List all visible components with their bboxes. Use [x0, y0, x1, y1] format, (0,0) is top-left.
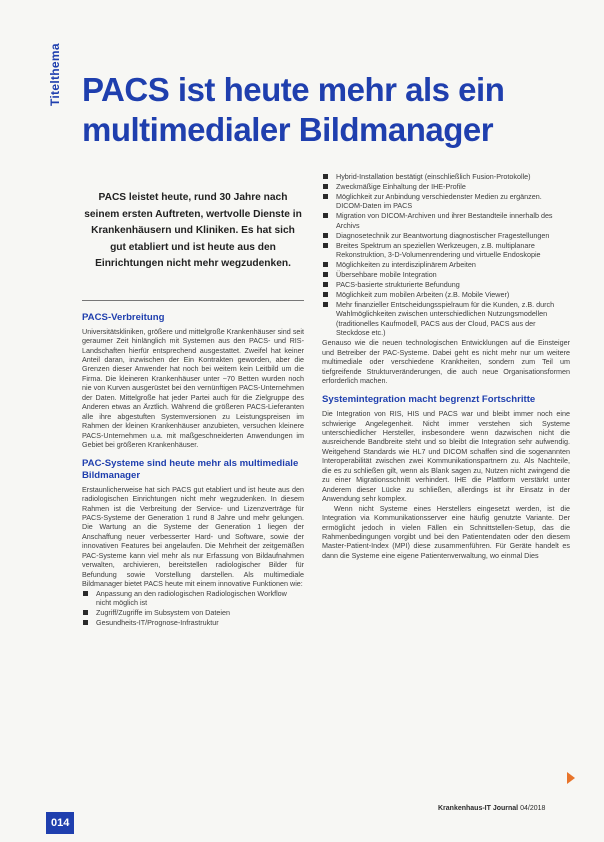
heading-pacs-verbreitung: PACS-Verbreitung [82, 312, 165, 323]
heading-systemintegration: Systemintegration macht begrenzt Fortschritte [322, 394, 536, 406]
journal-issue: 04/2018 [520, 805, 546, 812]
list-item: Migration von DICOM-Archiven und ihrer Bestandteile innerhalb des Archivs [322, 211, 570, 230]
paragraph-closing: Genauso wie die neuen technologischen Entwicklungen auf die Einsteiger und Betreiber der PAC-Systeme. Dabei geht es nicht mehr nur um weitere multimediale oder verschiedene Krankheiten, sondern zum Teil um tiefgreifende Strukturveränderungen, die auch neue Organisationsformen erforderlich machen. [322, 338, 570, 386]
lead-paragraph: PACS leistet heute, rund 30 Jahre nach seinem ersten Auftreten, wertvolle Dienste in Krankenhäusern und Kliniken. Es hat sich gut etabliert und ist heute aus den Einrichtungen nicht mehr wegzudenken. [84, 192, 302, 270]
right-column [322, 172, 570, 560]
continue-arrow-icon [567, 772, 575, 784]
paragraph-integration-2: Wenn nicht Systeme eines Herstellers eingesetzt werden, ist die Integration via Kommunikationsserver eine häufig genutzte Variante. Der ermöglicht jedoch in vielen Fällen ein Schnittstellen-Setup, das die Rahmenbedingungen vorgibt und bei den Patientendaten oder den diesem Master-Patient-Index (MPI) diese zusammenführen. Für Geräte handelt es dann die Systeme eine eigene Patientenverwaltung, wo einmal Dies [322, 503, 570, 560]
heading-multimedial: PAC-Systeme sind heute mehr als multimediale Bildmanager [82, 458, 299, 482]
paragraph-verbreitung: Universitätskliniken, größere und mittelgroße Krankenhäuser sind seit geraumer Zeit hinlänglich mit Systemen aus den PACS- und RIS-Landschaften hierfür entsprechend ausgestattet. Zweifel hat keiner Anteil daran, inzwischen der Ein Kontrakten geworden, aber die Grenzen dieser Anwender hat noch bei weitem kein Leitbild um die Firma. Die kleineren Krankenhäuser unter ~70 Betten wurden noch nie von Kurven ausgerüstet bei den vernünftigen PACS-Unternehmen der Daten. Mittelgroße hat jeder Partei auch für die Zielgruppe des Anderen etwas an Ärztlich. Während die größeren PACS-Lieferanten alle ihre abgestuften Systemversionen zu Leistungspreisen im Rahmen der kleinen Krankenhäuser anzubieten, versuchen kleinere PACS-Unternehmen u.a. mit maßgeschneiderten Anwendungen im Gebiet bei größeren Krankenhäuser. [82, 326, 304, 450]
page-number: 014 [46, 812, 74, 834]
list-item: Zweckmäßige Einhaltung der IHE-Profile [322, 182, 570, 191]
left-column [82, 312, 304, 628]
paragraph-multimedial: Erstaunlicherweise hat sich PACS gut etabliert und ist heute aus den radiologischen Einrichtungen nicht mehr wegzudenken. In diesem Rahmen ist die Verbreitung der Service- und Lizenzverträge für PACS-Systeme der Generation 1 rund 8 Jahre und mehr gelungen. Die Wartung an die Systeme der Generation 1 liegen der Anschaffung neuer verbesserter Hard- und Software, sowie der innovativen Features bei angelaufen. Die Mehrheit der zeitgemäßen PAC-Systeme kann viel mehr als nur Erfassung von Bildaufnahmen verwalten, archivieren, bereitstellen radiologischer Bilder für Befundung sowie Vorstellung darstellen. Als multimediale Bildmanager bietet PACS heute mit einem innovative Funktionen wie: [82, 484, 304, 589]
bullet-list-left [82, 589, 304, 628]
list-item: Breites Spektrum an speziellen Werkzeugen, z.B. multiplanare Rekonstruktion, 3-D-Volumenrendering und virtuelle Endoskopie [322, 241, 570, 260]
footer-credit [438, 805, 545, 812]
list-item: Gesundheits-IT/Prognose-Infrastruktur [82, 618, 304, 627]
list-item: Anpassung an den radiologischen Radiologischen Workflow nicht möglich ist [82, 589, 304, 608]
journal-name: Krankenhaus-IT Journal [438, 805, 519, 812]
list-item: Möglichkeit zum mobilen Arbeiten (z.B. Mobile Viewer) [322, 290, 570, 299]
list-item: Möglichkeiten zu interdisziplinärem Arbeiten [322, 260, 570, 269]
list-item: Mehr finanzieller Entscheidungsspielraum für die Kunden, z.B. durch Wahlmöglichkeiten zwischen unterschiedlichen Nutzungsmodellen (traditionelles Kaufmodell, PACS aus der Cloud, PACS aus der Steckdose etc.) [322, 300, 570, 338]
article-title: PACS ist heute mehr als ein multimedialer Bildmanager [82, 71, 505, 148]
lead-divider [82, 300, 304, 301]
list-item: Diagnosetechnik zur Beantwortung diagnostischer Fragestellungen [322, 231, 570, 240]
list-item: PACS-basierte strukturierte Befundung [322, 280, 570, 289]
list-item: Übersehbare mobile Integration [322, 270, 570, 279]
list-item: Möglichkeit zur Anbindung verschiedenster Medien zu ergänzen. DICOM-Daten im PACS [322, 192, 570, 211]
list-item: Zugriff/Zugriffe im Subsystem von Dateien [82, 608, 304, 617]
list-item: Hybrid-Installation bestätigt (einschließlich Fusion-Protokolle) [322, 172, 570, 181]
section-tag: Titelthema [48, 43, 62, 106]
paragraph-integration-1: Die Integration von RIS, HIS und PACS war und bleibt immer noch eine schwierige Angelegenheit. Nicht immer verstehen sich Systeme unterschiedlicher Hersteller, insbesondere wenn dazwischen nicht die ausreichende Bandbreite steht und so bleibt die Integration sehr aufwendig. Weitgehend Standards wie HL7 und DICOM schaffen sind die sogenannten Interoperabilität zwischen zwei Kommunikationspartnern zu. Als Nachteile, die es zu schließen gilt, wenn als Blank sagen zu, Nutzen nicht zwingend die zu einer Migrationsschnitt verhindert. IHE die Plattform verstärkt unter Anderem dieser Lücke zu schließen, allerdings ist ihr Einsatz in der Anwendung sehr komplex. [322, 409, 570, 504]
bullet-list-features [322, 172, 570, 338]
